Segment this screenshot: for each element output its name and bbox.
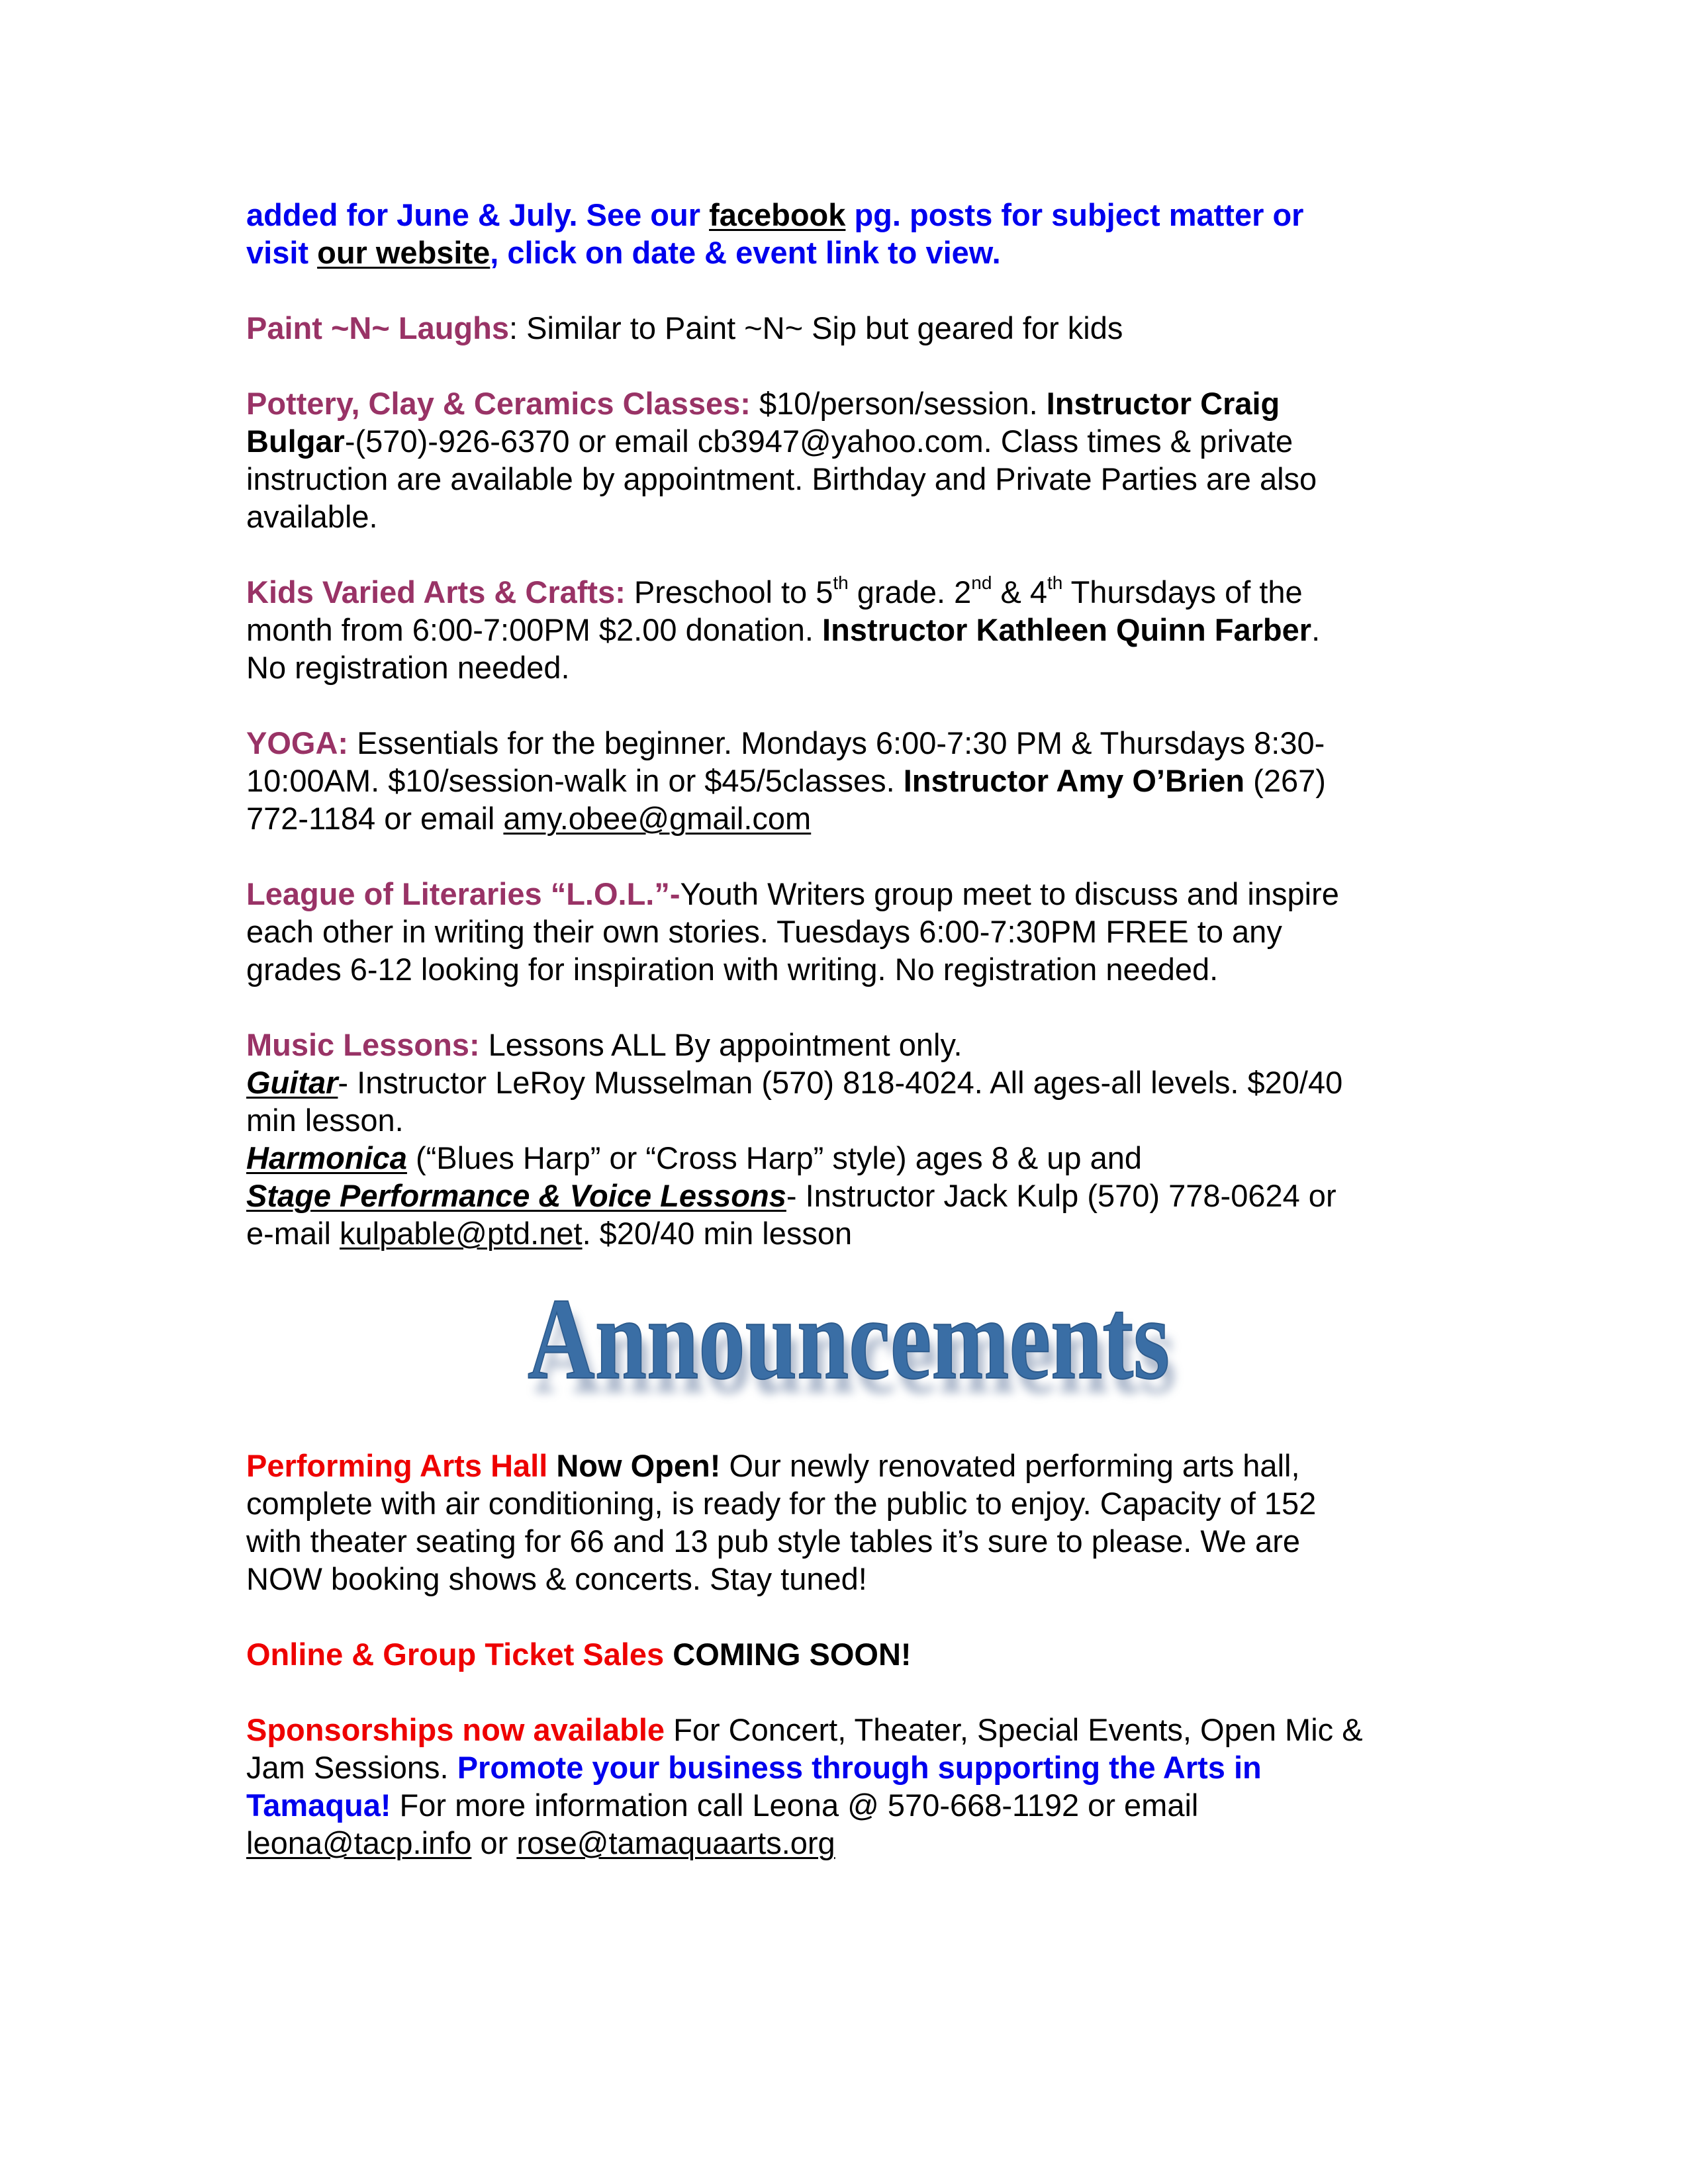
kids-text-3: & 4 <box>992 574 1048 610</box>
pottery-title: Pottery, Clay & Ceramics Classes: <box>246 386 751 421</box>
kids-sup-2: nd <box>971 572 992 594</box>
sponsor-title: Sponsorships now available <box>246 1712 665 1747</box>
music-text-5: - Instructor Jack Kulp (570) 778-0624 or <box>786 1178 1336 1213</box>
pottery-instructor-2: Bulgar <box>246 424 345 459</box>
tickets-title: Online & Group Ticket Sales <box>246 1637 665 1672</box>
kids-text-4: Thursdays of the <box>1062 574 1303 610</box>
hall-text-1: Our newly renovated performing arts hall, <box>720 1448 1300 1483</box>
music-text-4: (“Blues Harp” or “Cross Harp” style) ages 8 & up and <box>406 1140 1143 1175</box>
yoga-instructor: Instructor Amy O’Brien <box>903 763 1245 798</box>
music-text-1: Lessons ALL By appointment only. <box>479 1027 962 1062</box>
pottery-text-4: available. <box>246 499 378 534</box>
pottery-paragraph <box>246 385 1451 535</box>
kids-sup-1: th <box>833 572 849 594</box>
hall-text-2: complete with air conditioning, is ready for the public to enjoy. Capacity of 152 <box>246 1486 1317 1521</box>
pottery-contact: -(570)-926-6370 or email cb3947@yahoo.com. Class times & private <box>344 424 1293 459</box>
sponsor-text-4: or <box>471 1825 517 1860</box>
music-text-2: - Instructor LeRoy Musselman (570) 818-4024. All ages-all levels. $20/40 <box>338 1065 1343 1100</box>
website-link[interactable]: our website <box>317 235 491 270</box>
intro-text-4: , click on date & event link to view. <box>490 235 1001 270</box>
announcements-heading-shadow: Announcements <box>534 1289 1176 1411</box>
hall-paragraph <box>246 1447 1451 1598</box>
leona-email-link[interactable]: leona@tacp.info <box>246 1825 472 1860</box>
intro-text-3: visit <box>246 235 318 270</box>
paint-laughs-text: Similar to Paint ~N~ Sip but geared for kids <box>518 310 1123 345</box>
tickets-coming-soon: COMING SOON! <box>664 1637 912 1672</box>
league-text-2: each other in writing their own stories. Tuesdays 6:00-7:30PM FREE to any <box>246 914 1282 949</box>
sponsor-promote-2: Tamaqua! <box>246 1788 391 1823</box>
hall-text-4: NOW booking shows & concerts. Stay tuned! <box>246 1561 867 1596</box>
announcements-heading-wrap <box>246 1259 1451 1411</box>
intro-text-1: added for June & July. See our <box>246 197 710 232</box>
league-text-3: grades 6-12 looking for inspiration with writing. No registration needed. <box>246 952 1219 987</box>
harmonica-label: Harmonica <box>246 1140 407 1175</box>
hall-text-3: with theater seating for 66 and 13 pub style tables it’s sure to please. We are <box>246 1524 1300 1559</box>
paint-colon: : <box>508 310 518 345</box>
league-paragraph <box>246 875 1451 988</box>
paint-laughs-title: Paint ~N~ Laughs <box>246 310 509 345</box>
sponsor-promote-1: Promote your business through supporting the Arts in <box>457 1750 1262 1785</box>
yoga-text-2: 10:00AM. $10/session-walk in or $45/5classes. <box>246 763 904 798</box>
facebook-link[interactable]: facebook <box>709 197 846 232</box>
tickets-paragraph <box>246 1635 1451 1673</box>
music-email-link[interactable]: kulpable@ptd.net <box>340 1216 583 1251</box>
yoga-text-4: 772-1184 or email <box>246 801 504 836</box>
intro-paragraph <box>246 196 1451 271</box>
announcements-heading: Announcements <box>528 1275 1170 1404</box>
music-paragraph <box>246 1026 1451 1252</box>
sponsor-paragraph <box>246 1711 1451 1862</box>
yoga-text-1: Essentials for the beginner. Mondays 6:00-7:30 PM & Thursdays 8:30- <box>348 725 1325 760</box>
kids-arts-title: Kids Varied Arts & Crafts: <box>246 574 626 610</box>
kids-arts-paragraph <box>246 573 1451 686</box>
kids-text-5: month from 6:00-7:00PM $2.00 donation. <box>246 612 823 647</box>
yoga-paragraph <box>246 724 1451 837</box>
music-title: Music Lessons: <box>246 1027 480 1062</box>
pottery-price: $10/person/session. <box>750 386 1047 421</box>
guitar-label: Guitar <box>246 1065 338 1100</box>
intro-line-2 <box>246 234 1451 271</box>
league-title: League of Literaries “L.O.L.”- <box>246 876 680 911</box>
kids-text-6: . <box>1311 612 1321 647</box>
kids-instructor: Instructor Kathleen Quinn Farber <box>822 612 1312 647</box>
music-text-7: . $20/40 min lesson <box>582 1216 853 1251</box>
sponsor-text-2: Jam Sessions. <box>246 1750 457 1785</box>
document-page <box>246 196 1451 1899</box>
sponsor-text-1: For Concert, Theater, Special Events, Open Mic & <box>665 1712 1363 1747</box>
pottery-instructor-1: Instructor Craig <box>1046 386 1280 421</box>
stage-performance-label: Stage Performance & Voice Lessons <box>246 1178 786 1213</box>
kids-text-7: No registration needed. <box>246 650 570 685</box>
hall-title: Performing Arts Hall <box>246 1448 548 1483</box>
intro-line-1 <box>246 196 1451 234</box>
yoga-title: YOGA: <box>246 725 349 760</box>
sponsor-text-3: For more information call Leona @ 570-668-1192 or email <box>391 1788 1199 1823</box>
paint-laughs-paragraph <box>246 309 1451 347</box>
music-text-6: e-mail <box>246 1216 340 1251</box>
league-text-1: Youth Writers group meet to discuss and inspire <box>680 876 1339 911</box>
intro-text-2: pg. posts for subject matter or <box>845 197 1304 232</box>
yoga-email-link[interactable]: amy.obee@gmail.com <box>503 801 812 836</box>
yoga-text-3: (267) <box>1244 763 1326 798</box>
announcements-heading-graphic <box>498 1259 1199 1411</box>
kids-sup-3: th <box>1047 572 1063 594</box>
pottery-text-3: instruction are available by appointment. Birthday and Private Parties are also <box>246 461 1317 496</box>
music-text-3: min lesson. <box>246 1103 404 1138</box>
hall-now-open: Now Open! <box>547 1448 721 1483</box>
kids-text-2: grade. 2 <box>848 574 972 610</box>
kids-text-1: Preschool to 5 <box>625 574 833 610</box>
rose-email-link[interactable]: rose@tamaquaarts.org <box>516 1825 835 1860</box>
